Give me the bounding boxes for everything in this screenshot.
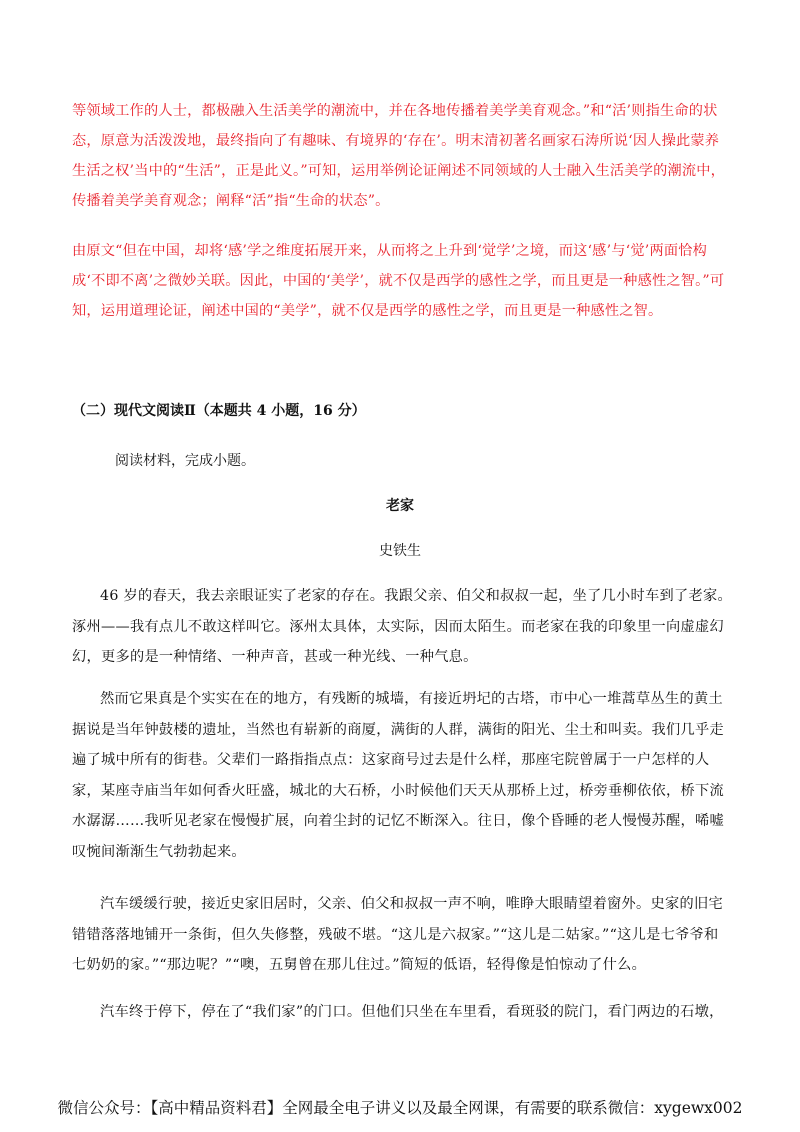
reading-instruction: 阅读材料，完成小题。 — [115, 453, 255, 469]
article-paragraph: 然而它果真是个实实在在的地方，有残断的城墙，有接近坍圮的古塔，市中心一堆蒿草丛生的黄土据说是当年钟鼓楼的遗址，当然也有崭新的商厦，满街的人群，满街的阳光、尘土和叫卖。我们几乎走遍了城中所有的街巷。父辈们一路指指点点：这家商号过去是什么样，那座宅院曾属于一户怎样的人家，某座寺庙当年如何香火旺盛，城北的大石桥，小时候他们天天从那桥上过，桥旁垂柳依依，桥下流水潺潺……我听见老家在慢慢扩展，向着尘封的记忆不断深入。往日，像个昏睡的老人慢慢苏醒，唏嘘叹惋间渐渐生气勃勃起来。 — [72, 691, 724, 860]
article-paragraph: 汽车终于停下，停在了“我们家”的门口。但他们只坐在车里看，看斑驳的院门，看门两边的石墩， — [100, 1004, 724, 1020]
article-author: 史铁生 — [379, 543, 421, 559]
section-heading: （二）现代文阅读Ⅱ（本题共 4 小题，16 分） — [72, 403, 366, 419]
footer-promo-text: 微信公众号：【高中精品资料君】全网最全电子讲义以及最全网课，有需要的联系微信：xygewx002 — [57, 1099, 743, 1117]
article-paragraph: 46 岁的春天，我去亲眼证实了老家的存在。我跟父亲、伯父和叔叔一起，坐了几小时车到了老家。涿州——我有点儿不敢这样叫它。涿州太具体，太实际，因而太陌生。而老家在我的印象里一向虚虚幻幻，更多的是一种情绪、一种声音，甚或一种光线、一种气息。 — [72, 588, 732, 666]
article-title: 老家 — [386, 498, 414, 514]
answer-analysis-paragraph-2: 由原文“但在中国，却将‘感’学之维度拓展开来，从而将之上升到‘觉学’之境，而这‘感’与‘觉’两面恰构成‘不即不离’之微妙关联。因此，中国的‘美学’，就不仅是西学的感性之学，而且更是一种感性之智。”可知，运用道理论证，阐述中国的“美学”，就不仅是西学的感性之学，而且更是一种感性之智。 — [72, 243, 725, 319]
answer-analysis-paragraph-1: 等领域工作的人士，都极融入生活美学的潮流中，并在各地传播着美学美育观念。”和“活’则指生命的状态，原意为活泼泼地，最终指向了有趣味、有境界的‘存在’。明末清初著名画家石涛所说‘因人操此蒙养生活之权’当中的“生活”，正是此义。”可知，运用举例论证阐述不同领域的人士融入生活美学的潮流中，传播着美学美育观念；阐释“活”指“生命的状态”。 — [72, 103, 726, 209]
article-paragraph: 汽车缓缓行驶，接近史家旧居时，父亲、伯父和叔叔一声不响，唯睁大眼睛望着窗外。史家的旧宅错错落落地铺开一条街，但久失修整，残破不堪。“这儿是六叔家。”“这儿是二姑家。”“这儿是七爷爷和七奶奶的家。”“那边呢？”“噢，五舅曾在那儿住过。”简短的低语，轻得像是怕惊动了什么。 — [72, 896, 723, 974]
